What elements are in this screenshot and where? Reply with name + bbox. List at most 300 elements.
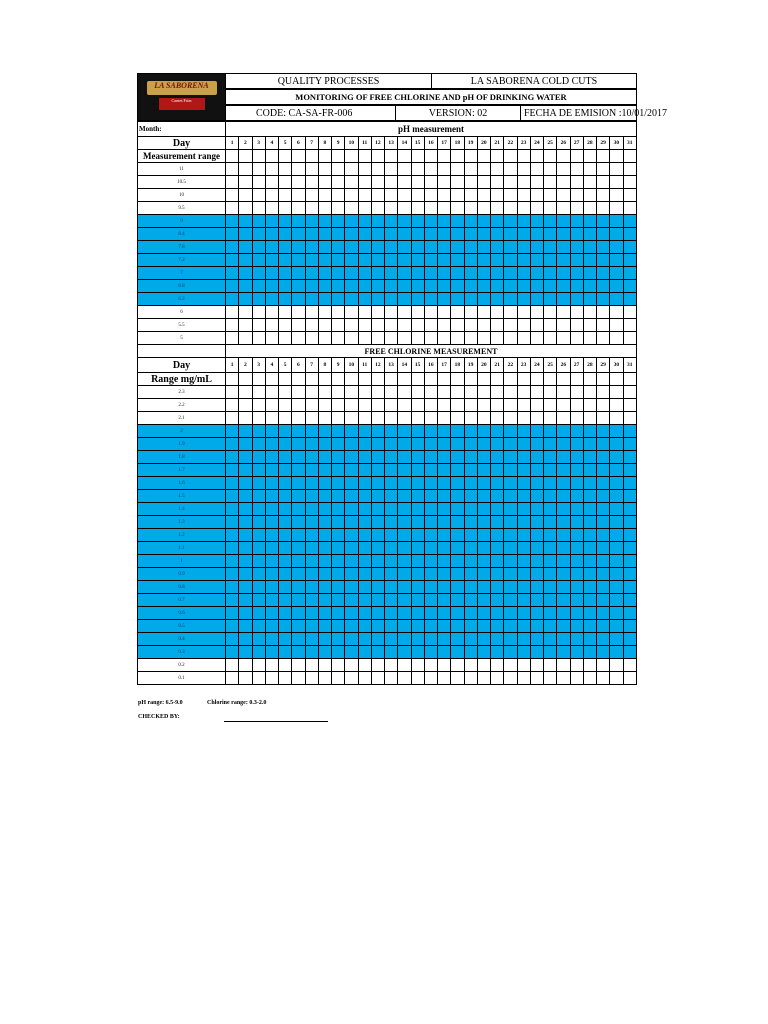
chlorine-day-17-cell[interactable] bbox=[438, 620, 451, 633]
ph-day-15-cell[interactable] bbox=[411, 215, 424, 228]
chlorine-day-25-cell[interactable] bbox=[544, 581, 557, 594]
chlorine-day-16-cell[interactable] bbox=[424, 412, 437, 425]
chlorine-day-16-cell[interactable] bbox=[424, 451, 437, 464]
ph-day-28-cell[interactable] bbox=[583, 163, 596, 176]
ph-day-24-cell[interactable] bbox=[530, 163, 543, 176]
chlorine-day-25-cell[interactable] bbox=[544, 399, 557, 412]
ph-day-8-cell[interactable] bbox=[318, 163, 331, 176]
ph-day-2-cell[interactable] bbox=[239, 332, 252, 345]
chlorine-day-14-cell[interactable] bbox=[398, 568, 411, 581]
ph-day-26-cell[interactable] bbox=[557, 189, 570, 202]
ph-day-21-cell[interactable] bbox=[491, 176, 504, 189]
ph-day-21-cell[interactable] bbox=[491, 163, 504, 176]
chlorine-day-20-cell[interactable] bbox=[477, 386, 490, 399]
chlorine-day-31-cell[interactable] bbox=[623, 516, 636, 529]
chlorine-day-9-cell[interactable] bbox=[332, 659, 345, 672]
chlorine-day-5-cell[interactable] bbox=[279, 477, 292, 490]
chlorine-day-10-cell[interactable] bbox=[345, 581, 358, 594]
chlorine-day-14-cell[interactable] bbox=[398, 425, 411, 438]
chlorine-day-18-cell[interactable] bbox=[451, 672, 464, 685]
chlorine-day-25-cell[interactable] bbox=[544, 568, 557, 581]
chlorine-day-30-cell[interactable] bbox=[610, 581, 623, 594]
chlorine-day-21-cell[interactable] bbox=[491, 477, 504, 490]
chlorine-day-9-cell[interactable] bbox=[332, 594, 345, 607]
ph-day-17-cell[interactable] bbox=[438, 202, 451, 215]
ph-day-21-cell[interactable] bbox=[491, 241, 504, 254]
chlorine-day-26-cell[interactable] bbox=[557, 451, 570, 464]
ph-day-21-cell[interactable] bbox=[491, 254, 504, 267]
chlorine-day-2-cell[interactable] bbox=[239, 490, 252, 503]
chlorine-day-6-cell[interactable] bbox=[292, 412, 305, 425]
chlorine-day-1-cell[interactable] bbox=[226, 620, 239, 633]
ph-day-23-cell[interactable] bbox=[517, 202, 530, 215]
ph-header-day-10-cell[interactable] bbox=[345, 150, 358, 163]
chlorine-day-11-cell[interactable] bbox=[358, 633, 371, 646]
ph-day-19-cell[interactable] bbox=[464, 280, 477, 293]
ph-day-18-cell[interactable] bbox=[451, 319, 464, 332]
ph-day-19-cell[interactable] bbox=[464, 163, 477, 176]
chlorine-day-29-cell[interactable] bbox=[597, 646, 610, 659]
chlorine-day-28-cell[interactable] bbox=[583, 529, 596, 542]
chlorine-day-26-cell[interactable] bbox=[557, 620, 570, 633]
chlorine-day-8-cell[interactable] bbox=[318, 490, 331, 503]
chlorine-day-5-cell[interactable] bbox=[279, 386, 292, 399]
ph-day-29-cell[interactable] bbox=[597, 189, 610, 202]
chlorine-day-7-cell[interactable] bbox=[305, 542, 318, 555]
chlorine-day-13-cell[interactable] bbox=[385, 672, 398, 685]
chlorine-header-day-10-cell[interactable] bbox=[345, 373, 358, 386]
ph-day-13-cell[interactable] bbox=[385, 267, 398, 280]
chlorine-day-14-cell[interactable] bbox=[398, 477, 411, 490]
ph-day-13-cell[interactable] bbox=[385, 163, 398, 176]
chlorine-header-day-7-cell[interactable] bbox=[305, 373, 318, 386]
ph-day-4-cell[interactable] bbox=[265, 163, 278, 176]
chlorine-day-22-cell[interactable] bbox=[504, 490, 517, 503]
chlorine-day-4-cell[interactable] bbox=[265, 620, 278, 633]
ph-day-27-cell[interactable] bbox=[570, 280, 583, 293]
ph-day-29-cell[interactable] bbox=[597, 319, 610, 332]
chlorine-day-28-cell[interactable] bbox=[583, 581, 596, 594]
ph-day-31-cell[interactable] bbox=[623, 293, 636, 306]
chlorine-day-16-cell[interactable] bbox=[424, 399, 437, 412]
chlorine-day-4-cell[interactable] bbox=[265, 464, 278, 477]
ph-day-31-cell[interactable] bbox=[623, 267, 636, 280]
ph-day-14-cell[interactable] bbox=[398, 202, 411, 215]
ph-day-24-cell[interactable] bbox=[530, 280, 543, 293]
chlorine-day-10-cell[interactable] bbox=[345, 425, 358, 438]
ph-day-27-cell[interactable] bbox=[570, 189, 583, 202]
ph-day-25-cell[interactable] bbox=[544, 319, 557, 332]
chlorine-day-20-cell[interactable] bbox=[477, 490, 490, 503]
chlorine-day-16-cell[interactable] bbox=[424, 477, 437, 490]
chlorine-day-4-cell[interactable] bbox=[265, 594, 278, 607]
chlorine-day-9-cell[interactable] bbox=[332, 607, 345, 620]
chlorine-day-7-cell[interactable] bbox=[305, 555, 318, 568]
chlorine-day-17-cell[interactable] bbox=[438, 438, 451, 451]
chlorine-day-20-cell[interactable] bbox=[477, 646, 490, 659]
ph-day-26-cell[interactable] bbox=[557, 267, 570, 280]
ph-day-2-cell[interactable] bbox=[239, 267, 252, 280]
ph-day-14-cell[interactable] bbox=[398, 332, 411, 345]
chlorine-day-18-cell[interactable] bbox=[451, 399, 464, 412]
chlorine-day-23-cell[interactable] bbox=[517, 438, 530, 451]
chlorine-day-6-cell[interactable] bbox=[292, 646, 305, 659]
chlorine-day-13-cell[interactable] bbox=[385, 438, 398, 451]
ph-day-8-cell[interactable] bbox=[318, 189, 331, 202]
chlorine-day-5-cell[interactable] bbox=[279, 438, 292, 451]
chlorine-day-9-cell[interactable] bbox=[332, 646, 345, 659]
chlorine-day-23-cell[interactable] bbox=[517, 412, 530, 425]
chlorine-day-24-cell[interactable] bbox=[530, 477, 543, 490]
chlorine-day-8-cell[interactable] bbox=[318, 503, 331, 516]
chlorine-day-25-cell[interactable] bbox=[544, 438, 557, 451]
chlorine-day-31-cell[interactable] bbox=[623, 672, 636, 685]
chlorine-header-day-19-cell[interactable] bbox=[464, 373, 477, 386]
chlorine-day-15-cell[interactable] bbox=[411, 516, 424, 529]
ph-day-15-cell[interactable] bbox=[411, 202, 424, 215]
chlorine-day-6-cell[interactable] bbox=[292, 594, 305, 607]
chlorine-day-4-cell[interactable] bbox=[265, 412, 278, 425]
chlorine-day-31-cell[interactable] bbox=[623, 438, 636, 451]
chlorine-day-28-cell[interactable] bbox=[583, 555, 596, 568]
chlorine-day-17-cell[interactable] bbox=[438, 659, 451, 672]
chlorine-day-26-cell[interactable] bbox=[557, 659, 570, 672]
chlorine-day-21-cell[interactable] bbox=[491, 412, 504, 425]
ph-day-7-cell[interactable] bbox=[305, 280, 318, 293]
ph-day-1-cell[interactable] bbox=[226, 254, 239, 267]
ph-header-day-29-cell[interactable] bbox=[597, 150, 610, 163]
chlorine-day-2-cell[interactable] bbox=[239, 425, 252, 438]
chlorine-day-4-cell[interactable] bbox=[265, 633, 278, 646]
chlorine-day-19-cell[interactable] bbox=[464, 542, 477, 555]
chlorine-day-24-cell[interactable] bbox=[530, 542, 543, 555]
chlorine-day-16-cell[interactable] bbox=[424, 516, 437, 529]
ph-day-12-cell[interactable] bbox=[371, 163, 384, 176]
chlorine-day-28-cell[interactable] bbox=[583, 438, 596, 451]
chlorine-day-7-cell[interactable] bbox=[305, 633, 318, 646]
chlorine-day-17-cell[interactable] bbox=[438, 633, 451, 646]
ph-day-8-cell[interactable] bbox=[318, 293, 331, 306]
chlorine-day-23-cell[interactable] bbox=[517, 516, 530, 529]
chlorine-day-14-cell[interactable] bbox=[398, 542, 411, 555]
chlorine-header-day-9-cell[interactable] bbox=[332, 373, 345, 386]
chlorine-day-9-cell[interactable] bbox=[332, 464, 345, 477]
chlorine-day-12-cell[interactable] bbox=[371, 607, 384, 620]
ph-day-22-cell[interactable] bbox=[504, 293, 517, 306]
chlorine-day-22-cell[interactable] bbox=[504, 594, 517, 607]
ph-day-5-cell[interactable] bbox=[279, 306, 292, 319]
chlorine-day-25-cell[interactable] bbox=[544, 555, 557, 568]
ph-day-22-cell[interactable] bbox=[504, 280, 517, 293]
ph-day-31-cell[interactable] bbox=[623, 163, 636, 176]
ph-day-7-cell[interactable] bbox=[305, 176, 318, 189]
ph-header-day-15-cell[interactable] bbox=[411, 150, 424, 163]
ph-day-1-cell[interactable] bbox=[226, 306, 239, 319]
ph-day-25-cell[interactable] bbox=[544, 241, 557, 254]
ph-day-9-cell[interactable] bbox=[332, 189, 345, 202]
chlorine-day-13-cell[interactable] bbox=[385, 542, 398, 555]
chlorine-header-day-13-cell[interactable] bbox=[385, 373, 398, 386]
ph-day-26-cell[interactable] bbox=[557, 163, 570, 176]
chlorine-day-23-cell[interactable] bbox=[517, 672, 530, 685]
chlorine-day-27-cell[interactable] bbox=[570, 438, 583, 451]
ph-day-18-cell[interactable] bbox=[451, 176, 464, 189]
chlorine-day-1-cell[interactable] bbox=[226, 568, 239, 581]
chlorine-day-29-cell[interactable] bbox=[597, 555, 610, 568]
ph-day-6-cell[interactable] bbox=[292, 267, 305, 280]
chlorine-day-24-cell[interactable] bbox=[530, 607, 543, 620]
chlorine-day-16-cell[interactable] bbox=[424, 386, 437, 399]
ph-day-30-cell[interactable] bbox=[610, 319, 623, 332]
ph-day-26-cell[interactable] bbox=[557, 202, 570, 215]
chlorine-day-10-cell[interactable] bbox=[345, 412, 358, 425]
ph-day-9-cell[interactable] bbox=[332, 319, 345, 332]
ph-header-day-25-cell[interactable] bbox=[544, 150, 557, 163]
chlorine-day-11-cell[interactable] bbox=[358, 425, 371, 438]
chlorine-day-5-cell[interactable] bbox=[279, 646, 292, 659]
chlorine-header-day-8-cell[interactable] bbox=[318, 373, 331, 386]
chlorine-day-6-cell[interactable] bbox=[292, 425, 305, 438]
chlorine-day-18-cell[interactable] bbox=[451, 594, 464, 607]
chlorine-day-16-cell[interactable] bbox=[424, 594, 437, 607]
ph-day-16-cell[interactable] bbox=[424, 176, 437, 189]
chlorine-day-14-cell[interactable] bbox=[398, 659, 411, 672]
chlorine-day-18-cell[interactable] bbox=[451, 646, 464, 659]
ph-day-14-cell[interactable] bbox=[398, 176, 411, 189]
chlorine-header-day-25-cell[interactable] bbox=[544, 373, 557, 386]
chlorine-day-19-cell[interactable] bbox=[464, 620, 477, 633]
chlorine-day-3-cell[interactable] bbox=[252, 594, 265, 607]
chlorine-day-5-cell[interactable] bbox=[279, 529, 292, 542]
ph-day-9-cell[interactable] bbox=[332, 176, 345, 189]
chlorine-day-8-cell[interactable] bbox=[318, 594, 331, 607]
chlorine-day-29-cell[interactable] bbox=[597, 620, 610, 633]
ph-day-4-cell[interactable] bbox=[265, 176, 278, 189]
ph-day-11-cell[interactable] bbox=[358, 306, 371, 319]
ph-day-10-cell[interactable] bbox=[345, 241, 358, 254]
ph-day-12-cell[interactable] bbox=[371, 176, 384, 189]
chlorine-day-12-cell[interactable] bbox=[371, 425, 384, 438]
ph-day-14-cell[interactable] bbox=[398, 228, 411, 241]
chlorine-day-1-cell[interactable] bbox=[226, 490, 239, 503]
ph-day-13-cell[interactable] bbox=[385, 332, 398, 345]
chlorine-day-8-cell[interactable] bbox=[318, 646, 331, 659]
ph-day-31-cell[interactable] bbox=[623, 189, 636, 202]
chlorine-day-20-cell[interactable] bbox=[477, 555, 490, 568]
ph-day-20-cell[interactable] bbox=[477, 189, 490, 202]
ph-day-4-cell[interactable] bbox=[265, 306, 278, 319]
chlorine-day-20-cell[interactable] bbox=[477, 607, 490, 620]
ph-day-30-cell[interactable] bbox=[610, 163, 623, 176]
chlorine-day-3-cell[interactable] bbox=[252, 451, 265, 464]
ph-day-20-cell[interactable] bbox=[477, 267, 490, 280]
ph-header-day-2-cell[interactable] bbox=[239, 150, 252, 163]
ph-header-day-18-cell[interactable] bbox=[451, 150, 464, 163]
ph-day-24-cell[interactable] bbox=[530, 176, 543, 189]
ph-day-4-cell[interactable] bbox=[265, 202, 278, 215]
chlorine-day-8-cell[interactable] bbox=[318, 464, 331, 477]
ph-day-23-cell[interactable] bbox=[517, 306, 530, 319]
chlorine-day-31-cell[interactable] bbox=[623, 620, 636, 633]
chlorine-day-5-cell[interactable] bbox=[279, 555, 292, 568]
ph-day-23-cell[interactable] bbox=[517, 228, 530, 241]
chlorine-header-day-4-cell[interactable] bbox=[265, 373, 278, 386]
chlorine-day-30-cell[interactable] bbox=[610, 425, 623, 438]
chlorine-day-13-cell[interactable] bbox=[385, 451, 398, 464]
ph-day-7-cell[interactable] bbox=[305, 332, 318, 345]
chlorine-day-18-cell[interactable] bbox=[451, 620, 464, 633]
chlorine-day-3-cell[interactable] bbox=[252, 503, 265, 516]
chlorine-day-8-cell[interactable] bbox=[318, 425, 331, 438]
chlorine-day-19-cell[interactable] bbox=[464, 464, 477, 477]
ph-day-10-cell[interactable] bbox=[345, 176, 358, 189]
ph-header-day-20-cell[interactable] bbox=[477, 150, 490, 163]
chlorine-day-12-cell[interactable] bbox=[371, 503, 384, 516]
ph-day-30-cell[interactable] bbox=[610, 293, 623, 306]
chlorine-day-1-cell[interactable] bbox=[226, 633, 239, 646]
chlorine-day-2-cell[interactable] bbox=[239, 659, 252, 672]
chlorine-day-17-cell[interactable] bbox=[438, 555, 451, 568]
ph-day-8-cell[interactable] bbox=[318, 202, 331, 215]
chlorine-day-11-cell[interactable] bbox=[358, 477, 371, 490]
chlorine-day-8-cell[interactable] bbox=[318, 516, 331, 529]
chlorine-day-28-cell[interactable] bbox=[583, 620, 596, 633]
chlorine-day-3-cell[interactable] bbox=[252, 438, 265, 451]
ph-day-15-cell[interactable] bbox=[411, 228, 424, 241]
chlorine-day-14-cell[interactable] bbox=[398, 672, 411, 685]
ph-day-5-cell[interactable] bbox=[279, 319, 292, 332]
ph-day-10-cell[interactable] bbox=[345, 319, 358, 332]
ph-header-day-22-cell[interactable] bbox=[504, 150, 517, 163]
ph-day-6-cell[interactable] bbox=[292, 332, 305, 345]
ph-day-3-cell[interactable] bbox=[252, 280, 265, 293]
chlorine-day-12-cell[interactable] bbox=[371, 646, 384, 659]
ph-day-17-cell[interactable] bbox=[438, 241, 451, 254]
ph-day-18-cell[interactable] bbox=[451, 228, 464, 241]
ph-day-13-cell[interactable] bbox=[385, 306, 398, 319]
ph-day-5-cell[interactable] bbox=[279, 189, 292, 202]
chlorine-day-20-cell[interactable] bbox=[477, 503, 490, 516]
ph-day-14-cell[interactable] bbox=[398, 254, 411, 267]
chlorine-day-4-cell[interactable] bbox=[265, 503, 278, 516]
chlorine-day-1-cell[interactable] bbox=[226, 646, 239, 659]
ph-day-15-cell[interactable] bbox=[411, 280, 424, 293]
ph-day-19-cell[interactable] bbox=[464, 189, 477, 202]
ph-day-31-cell[interactable] bbox=[623, 215, 636, 228]
ph-day-10-cell[interactable] bbox=[345, 163, 358, 176]
chlorine-day-23-cell[interactable] bbox=[517, 581, 530, 594]
chlorine-day-27-cell[interactable] bbox=[570, 503, 583, 516]
ph-day-19-cell[interactable] bbox=[464, 202, 477, 215]
chlorine-day-16-cell[interactable] bbox=[424, 659, 437, 672]
chlorine-day-30-cell[interactable] bbox=[610, 490, 623, 503]
chlorine-day-28-cell[interactable] bbox=[583, 672, 596, 685]
ph-day-27-cell[interactable] bbox=[570, 267, 583, 280]
ph-day-30-cell[interactable] bbox=[610, 267, 623, 280]
chlorine-day-7-cell[interactable] bbox=[305, 425, 318, 438]
ph-day-7-cell[interactable] bbox=[305, 228, 318, 241]
ph-day-17-cell[interactable] bbox=[438, 228, 451, 241]
ph-day-29-cell[interactable] bbox=[597, 163, 610, 176]
ph-day-10-cell[interactable] bbox=[345, 267, 358, 280]
chlorine-day-10-cell[interactable] bbox=[345, 490, 358, 503]
ph-day-4-cell[interactable] bbox=[265, 280, 278, 293]
chlorine-day-21-cell[interactable] bbox=[491, 607, 504, 620]
chlorine-day-12-cell[interactable] bbox=[371, 399, 384, 412]
chlorine-day-10-cell[interactable] bbox=[345, 659, 358, 672]
chlorine-day-9-cell[interactable] bbox=[332, 399, 345, 412]
chlorine-day-18-cell[interactable] bbox=[451, 607, 464, 620]
chlorine-day-26-cell[interactable] bbox=[557, 646, 570, 659]
ph-day-19-cell[interactable] bbox=[464, 215, 477, 228]
chlorine-day-17-cell[interactable] bbox=[438, 425, 451, 438]
ph-day-4-cell[interactable] bbox=[265, 332, 278, 345]
ph-day-7-cell[interactable] bbox=[305, 267, 318, 280]
chlorine-day-10-cell[interactable] bbox=[345, 529, 358, 542]
ph-day-25-cell[interactable] bbox=[544, 176, 557, 189]
chlorine-day-12-cell[interactable] bbox=[371, 529, 384, 542]
chlorine-day-20-cell[interactable] bbox=[477, 542, 490, 555]
chlorine-day-14-cell[interactable] bbox=[398, 620, 411, 633]
chlorine-day-1-cell[interactable] bbox=[226, 542, 239, 555]
chlorine-day-12-cell[interactable] bbox=[371, 516, 384, 529]
chlorine-day-25-cell[interactable] bbox=[544, 659, 557, 672]
ph-day-17-cell[interactable] bbox=[438, 293, 451, 306]
ph-day-12-cell[interactable] bbox=[371, 189, 384, 202]
chlorine-day-17-cell[interactable] bbox=[438, 529, 451, 542]
chlorine-day-14-cell[interactable] bbox=[398, 399, 411, 412]
chlorine-day-24-cell[interactable] bbox=[530, 451, 543, 464]
chlorine-day-30-cell[interactable] bbox=[610, 542, 623, 555]
chlorine-day-4-cell[interactable] bbox=[265, 542, 278, 555]
ph-day-19-cell[interactable] bbox=[464, 319, 477, 332]
chlorine-day-23-cell[interactable] bbox=[517, 607, 530, 620]
chlorine-day-20-cell[interactable] bbox=[477, 633, 490, 646]
ph-day-10-cell[interactable] bbox=[345, 280, 358, 293]
chlorine-day-16-cell[interactable] bbox=[424, 490, 437, 503]
ph-day-6-cell[interactable] bbox=[292, 293, 305, 306]
chlorine-day-10-cell[interactable] bbox=[345, 633, 358, 646]
chlorine-header-day-21-cell[interactable] bbox=[491, 373, 504, 386]
chlorine-day-11-cell[interactable] bbox=[358, 451, 371, 464]
chlorine-day-13-cell[interactable] bbox=[385, 386, 398, 399]
ph-day-28-cell[interactable] bbox=[583, 202, 596, 215]
ph-day-30-cell[interactable] bbox=[610, 241, 623, 254]
chlorine-day-19-cell[interactable] bbox=[464, 412, 477, 425]
chlorine-day-7-cell[interactable] bbox=[305, 659, 318, 672]
chlorine-day-16-cell[interactable] bbox=[424, 438, 437, 451]
chlorine-day-12-cell[interactable] bbox=[371, 581, 384, 594]
ph-day-15-cell[interactable] bbox=[411, 176, 424, 189]
ph-day-6-cell[interactable] bbox=[292, 319, 305, 332]
chlorine-day-7-cell[interactable] bbox=[305, 620, 318, 633]
chlorine-day-27-cell[interactable] bbox=[570, 425, 583, 438]
chlorine-day-24-cell[interactable] bbox=[530, 633, 543, 646]
chlorine-day-20-cell[interactable] bbox=[477, 451, 490, 464]
chlorine-day-31-cell[interactable] bbox=[623, 555, 636, 568]
chlorine-day-17-cell[interactable] bbox=[438, 490, 451, 503]
chlorine-day-11-cell[interactable] bbox=[358, 646, 371, 659]
chlorine-day-30-cell[interactable] bbox=[610, 451, 623, 464]
ph-day-10-cell[interactable] bbox=[345, 254, 358, 267]
chlorine-header-day-29-cell[interactable] bbox=[597, 373, 610, 386]
chlorine-day-28-cell[interactable] bbox=[583, 464, 596, 477]
chlorine-day-26-cell[interactable] bbox=[557, 412, 570, 425]
ph-day-11-cell[interactable] bbox=[358, 319, 371, 332]
ph-day-6-cell[interactable] bbox=[292, 202, 305, 215]
ph-day-5-cell[interactable] bbox=[279, 293, 292, 306]
chlorine-day-7-cell[interactable] bbox=[305, 607, 318, 620]
